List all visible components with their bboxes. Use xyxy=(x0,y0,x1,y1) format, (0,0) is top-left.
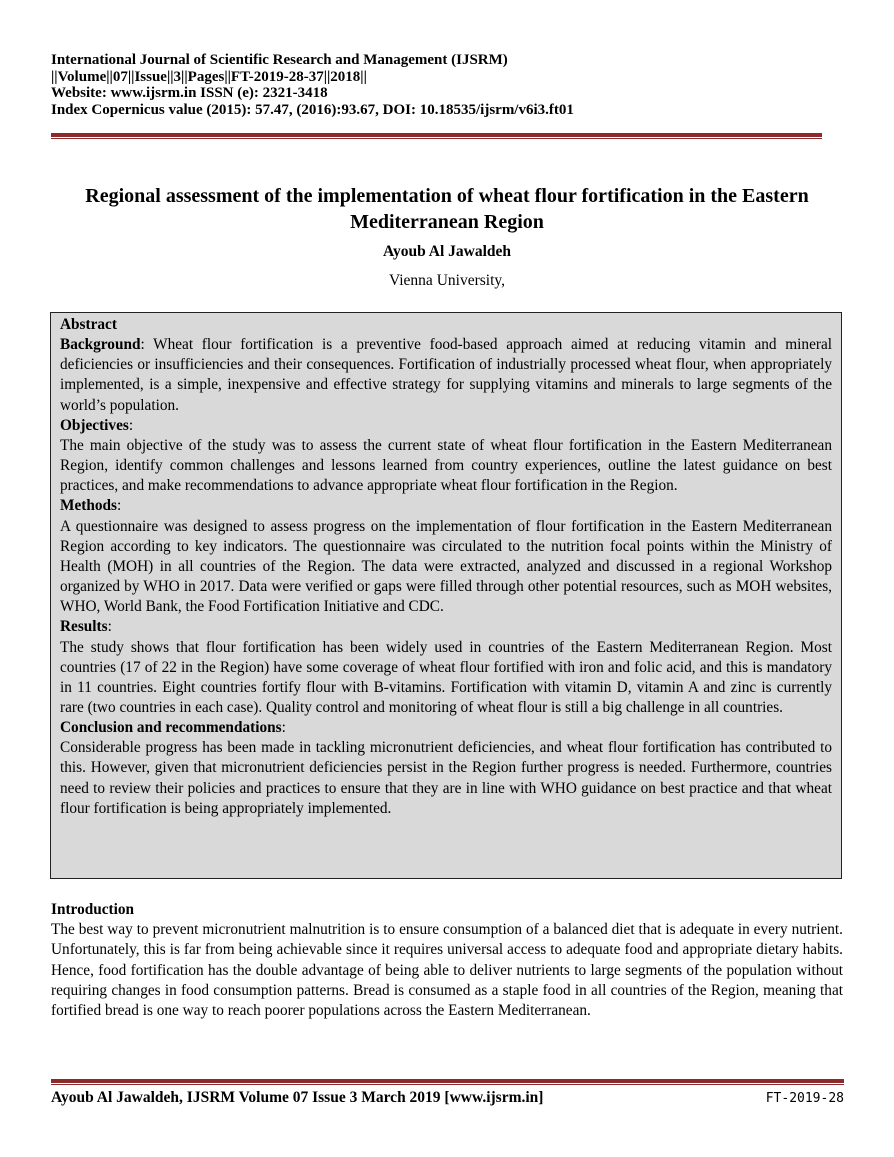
abstract-background xyxy=(60,335,832,416)
journal-volume: ||Volume||07||Issue||3||Pages||FT-2019-28-37||2018|| xyxy=(51,68,367,85)
journal-website: Website: www.ijsrm.in ISSN (e): 2321-3418 xyxy=(51,85,328,101)
background-text: : Wheat flour fortification is a preventive food-based approach aimed at reducing vitamin and mineral deficiencies or insufficiencies and their consequences. Fortification of industrially processed wheat flour, when appropriately implemented, is a simple, inexpensive and effective strategy for supplying vitamins and minerals to large segments of the world’s population. xyxy=(60,336,832,414)
objectives-text: The main objective of the study was to assess the current state of wheat flour fortification in the Eastern Mediterranean Region, identify common challenges and lessons learned from country experiences, outline the latest guidance on best practices, and make recommendations to advance appropriate wheat flour fortification in the Region. xyxy=(60,436,832,495)
footer-rule-thin xyxy=(51,1084,844,1085)
introduction-section xyxy=(51,900,843,1021)
footer-citation: Ayoub Al Jawaldeh, IJSRM Volume 07 Issue 3 March 2019 [www.ijsrm.in] xyxy=(51,1089,544,1106)
results-heading: Results: xyxy=(60,618,112,636)
paper-author: Ayoub Al Jawaldeh xyxy=(382,243,512,260)
journal-header xyxy=(51,52,851,118)
results-text: The study shows that flour fortification has been widely used in countries of the Eastern Mediterranean Region. Most countries (17 of 22 in the Region) have some coverage of wheat flour fortified with iron and folic acid, and this is mandatory in 11 countries. Eight countries fortify flour with B-vitamins. Fortification with vitamin D, vitamin A and zinc is currently rare (two countries in each case). Quality control and monitoring of wheat flour is still a big challenge in all countries. xyxy=(60,638,832,716)
footer-rule xyxy=(51,1079,844,1083)
abstract-box xyxy=(50,312,842,879)
abstract-heading: Abstract xyxy=(60,316,117,333)
header-rule xyxy=(51,133,822,137)
introduction-text: The best way to prevent micronutrient malnutrition is to ensure consumption of a balanced diet that is adequate in every nutrient. Unfortunately, this is far from being achievable since it requires universal access to adequate food and appropriate dietary habits. Hence, food fortification has the double advantage of being able to deliver nutrients to large segments of the population without requiring changes in food consumption patterns. Bread is consumed as a staple food in all countries of the Region, meaning that fortified bread is one way to reach poorer populations across the Eastern Mediterranean. xyxy=(51,921,843,1020)
header-rule-thin xyxy=(51,138,822,139)
objectives-heading: Objectives: xyxy=(60,416,134,434)
paper-title: Regional assessment of the implementation of wheat flour fortification in the Eastern Mediterranean Region xyxy=(85,185,809,233)
paper-affiliation: Vienna University, xyxy=(388,272,505,289)
methods-heading: Methods: xyxy=(60,497,122,515)
page-number: FT-2019-28 xyxy=(765,1091,844,1106)
introduction-heading: Introduction xyxy=(51,901,135,918)
background-label: Background xyxy=(60,336,141,354)
conclusion-heading: Conclusion and recommendations: xyxy=(60,719,286,737)
methods-text: A questionnaire was designed to assess progress on the implementation of flour fortification in the Eastern Mediterranean Region according to key indicators. The questionnaire was circulated to the nutrition focal points within the Ministry of Health (MOH) in all countries of the Region. The data were extracted, analyzed and discussed in a regional Workshop organized by WHO in 2017. Data were verified or gaps were filled through other potential resources, such as MOH websites, WHO, World Bank, the Food Fortification Initiative and CDC. xyxy=(60,517,832,616)
journal-index: Index Copernicus value (2015): 57.47, (2016):93.67, DOI: 10.18535/ijsrm/v6i3.ft01 xyxy=(51,101,574,118)
conclusion-text: Considerable progress has been made in tackling micronutrient deficiencies, and wheat flour fortification has contributed to this. However, given that micronutrient deficiencies persist in the Region further progress is needed. Furthermore, countries need to review their policies and practices to ensure that they are in line with WHO guidance on best practice and that wheat flour fortification is being appropriately implemented. xyxy=(60,739,832,817)
journal-name: International Journal of Scientific Research and Management (IJSRM) xyxy=(51,52,508,68)
